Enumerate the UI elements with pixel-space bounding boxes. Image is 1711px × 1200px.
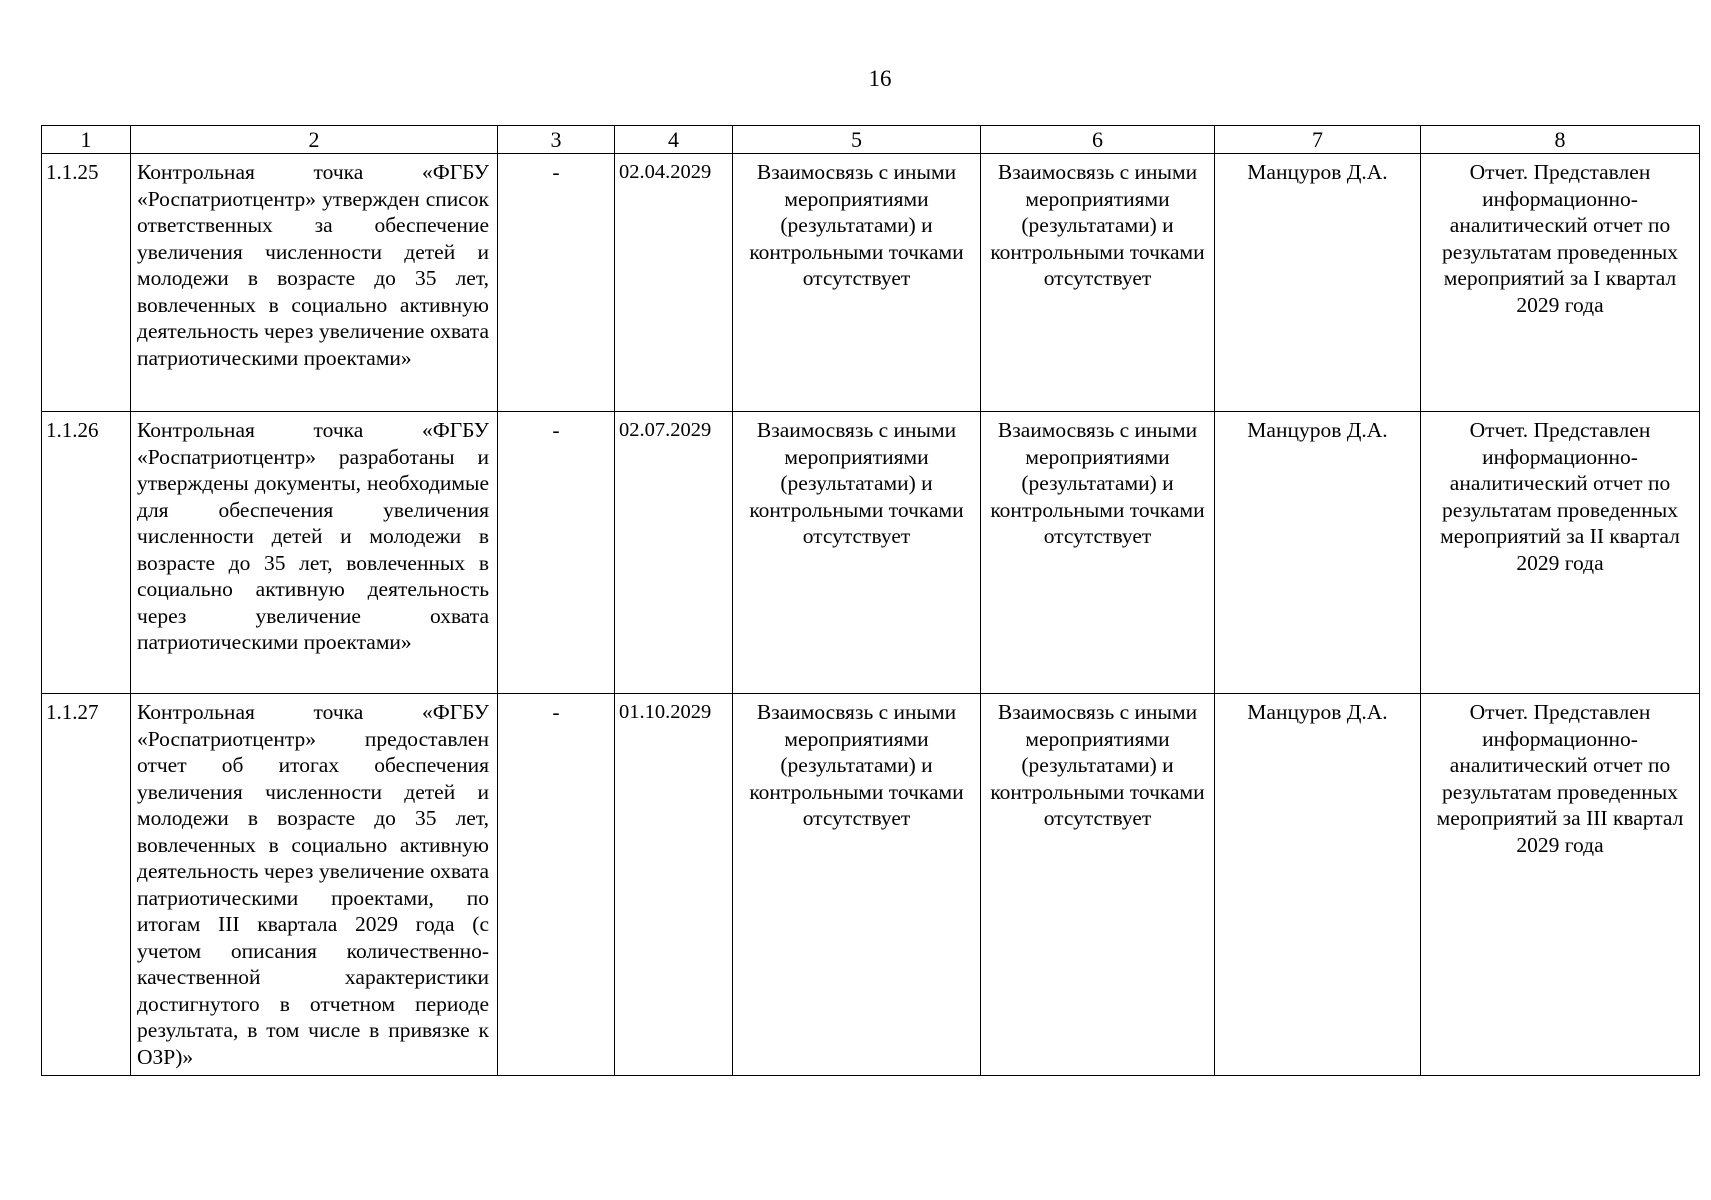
item-date: 02.07.2029 [615,412,733,694]
item-number: 1.1.25 [42,154,131,412]
item-number: 1.1.27 [42,694,131,1076]
responsible-person: Манцуров Д.А. [1215,694,1421,1076]
table-row [42,412,1700,694]
column-3-value: - [498,694,615,1076]
item-date: 01.10.2029 [615,694,733,1076]
column-header-3: 3 [498,126,615,154]
item-date: 02.04.2029 [615,154,733,412]
column-header-4: 4 [615,126,733,154]
relationship-5: Взаимосвязь с иными мероприятиями (результатами) и контрольными точками отсутствует [733,154,981,412]
column-header-2: 2 [131,126,498,154]
column-header-8: 8 [1421,126,1700,154]
column-3-value: - [498,412,615,694]
responsible-person: Манцуров Д.А. [1215,154,1421,412]
relationship-5: Взаимосвязь с иными мероприятиями (результатами) и контрольными точками отсутствует [733,412,981,694]
relationship-6: Взаимосвязь с иными мероприятиями (результатами) и контрольными точками отсутствует [981,154,1215,412]
relationship-5: Взаимосвязь с иными мероприятиями (результатами) и контрольными точками отсутствует [733,694,981,1076]
column-header-5: 5 [733,126,981,154]
relationship-6: Взаимосвязь с иными мероприятиями (результатами) и контрольными точками отсутствует [981,412,1215,694]
table-row [42,154,1700,412]
item-description: Контрольная точка «ФГБУ «Роспатриотцентр» утвержден список ответственных за обеспечение увеличения численности детей и молодежи в возрасте до 35 лет, вовлеченных в социально активную деятельность через увеличение охвата патриотическими проектами» [131,154,498,412]
column-3-value: - [498,154,615,412]
table-row [42,694,1700,1076]
column-header-1: 1 [42,126,131,154]
column-header-6: 6 [981,126,1215,154]
report-description: Отчет. Представлен информационно-аналитический отчет по результатам проведенных мероприятий за III квартал 2029 года [1421,694,1700,1076]
item-description: Контрольная точка «ФГБУ «Роспатриотцентр» разработаны и утверждены документы, необходимые для обеспечения увеличения численности детей и молодежи в возрасте до 35 лет, вовлеченных в социально активную деятельность через увеличение охвата патриотическими проектами» [131,412,498,694]
item-number: 1.1.26 [42,412,131,694]
responsible-person: Манцуров Д.А. [1215,412,1421,694]
report-description: Отчет. Представлен информационно-аналитический отчет по результатам проведенных мероприятий за I квартал 2029 года [1421,154,1700,412]
item-description: Контрольная точка «ФГБУ «Роспатриотцентр» предоставлен отчет об итогах обеспечения увеличения численности детей и молодежи в возрасте до 35 лет, вовлеченных в социально активную деятельность через увеличение охвата патриотическими проектами, по итогам III квартала 2029 года (с учетом описания количественно-качественной характеристики достигнутого в отчетном периоде результата, в том числе в привязке к ОЗР)» [131,694,498,1076]
column-header-7: 7 [1215,126,1421,154]
relationship-6: Взаимосвязь с иными мероприятиями (результатами) и контрольными точками отсутствует [981,694,1215,1076]
page-number: 16 [868,66,892,91]
control-points-table [41,125,1700,1076]
report-description: Отчет. Представлен информационно-аналитический отчет по результатам проведенных мероприятий за II квартал 2029 года [1421,412,1700,694]
column-number-row [42,126,1700,154]
